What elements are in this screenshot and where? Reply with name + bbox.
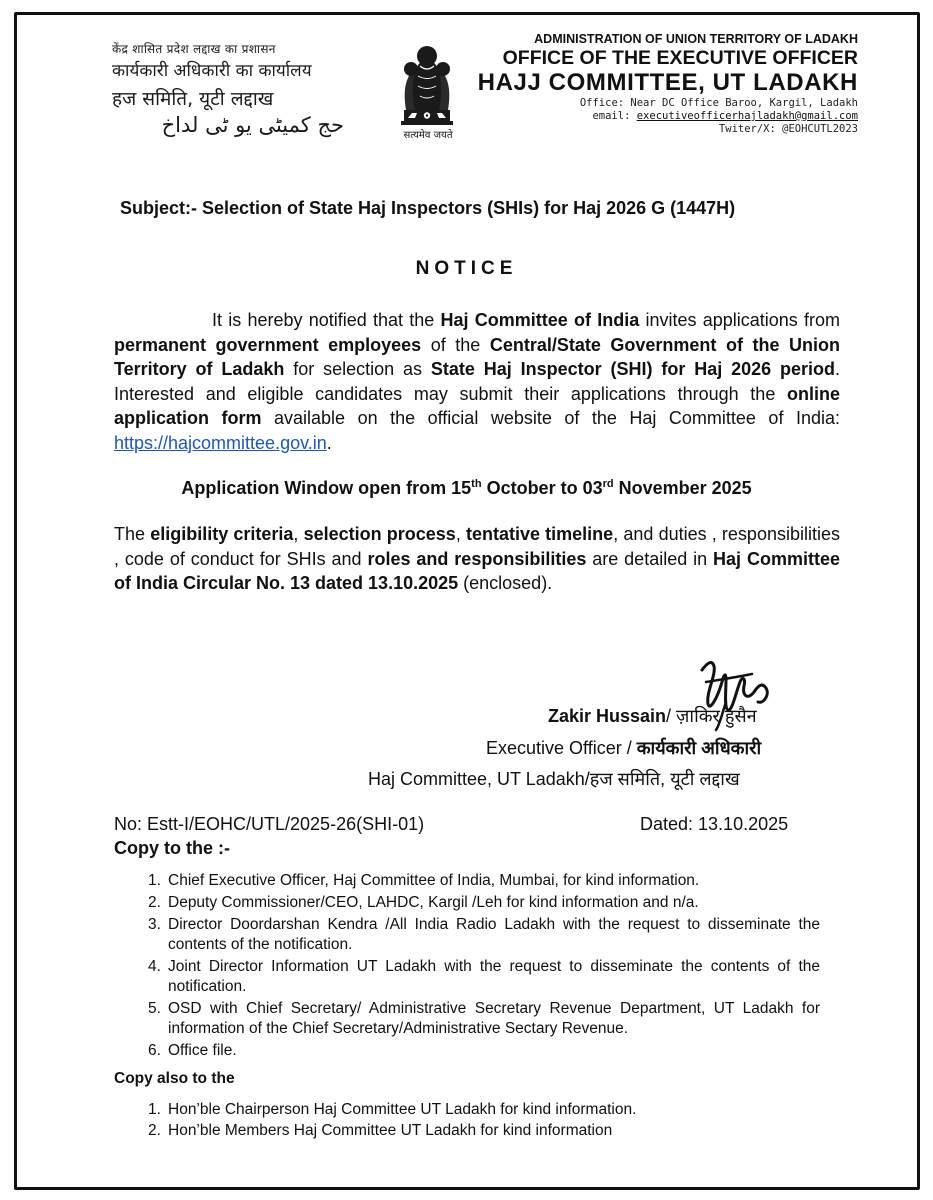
para1-bold: Haj Committee of India [440,310,640,330]
notice-title: NOTICE [415,258,518,279]
header-office-line: OFFICE OF THE EXECUTIVE OFFICER [502,47,858,69]
para1-bold: State Haj Inspector (SHI) for Haj 2026 period [430,359,835,379]
list-item [148,1099,820,1120]
window-prefix: Application Window open from 15 [181,478,472,498]
header-twitter: Twiter/X: @EOHCUTL2023 [718,123,858,135]
para2-bold: roles and responsibilities [367,548,587,569]
para2-bold: eligibility criteria [150,524,294,544]
list-item-text: OSD with Chief Secretary/ Administrative Secretary Revenue Department, UT Ladakh for information of the Chief Secretary/Administrative Sectary Revenue. [168,1000,820,1037]
signatory-name-en: Zakir Hussain [548,706,667,726]
list-item-text: Office file. [168,1042,237,1059]
list-item-text: Chief Executive Officer, Haj Committee of India, Mumbai, for kind information. [168,872,700,889]
list-item-number: 4. [148,958,161,975]
list-item-text: Deputy Commissioner/CEO, LAHDC, Kargil /Leh for kind information and n/a. [168,894,699,911]
notice-paragraph-1 [114,308,840,455]
list-item-text: Joint Director Information UT Ladakh with the request to disseminate the contents of the notification. [168,958,820,995]
signatory-name-hi: / ज़ाकिर हुसैन [666,706,757,726]
para1-text: . [326,432,332,453]
list-item-number: 2. [148,1122,161,1139]
header-left-block [112,40,374,137]
header-left-line3: हज समिति, यूटी लद्दाख [112,88,274,110]
para1-text: . Interested and eligible candidates may submit their applications through the [114,359,840,404]
para2-text: (enclosed). [458,573,553,593]
para2-text: , [293,524,304,544]
para2-text: are detailed in [586,548,714,569]
haj-committee-website-link[interactable]: https://hajcommittee.gov.in [114,432,327,453]
para1-bold: Central/State Government of the Union Territory of Ladakh [114,334,841,379]
header-left-line1: केंद्र शासित प्रदेश लद्दाख का प्रशासन [112,42,276,56]
reference-date: Dated: 13.10.2025 [640,814,789,834]
window-suffix: November 2025 [613,478,752,498]
para2-bold: tentative timeline [465,524,614,544]
list-item-number: 5. [148,1000,161,1017]
list-item [148,915,820,955]
header-left-urdu: حج کمیٹی یو ٹی لداخ [161,113,344,137]
emblem-motto: सत्यमेव जयते [403,130,453,141]
list-item [148,1041,820,1061]
para1-text: available on the official website of the Haj Committee of India: [261,408,840,428]
list-item [148,999,820,1039]
list-item [148,871,820,891]
header-left-line2: कार्यकारी अधिकारी का कार्यालय [112,61,312,81]
header-admin-line: ADMINISTRATION OF UNION TERRITORY OF LADAKH [534,32,858,46]
signatory-name [548,704,757,728]
copy-also-list [148,1099,820,1141]
reference-number: No: Estt-I/EOHC/UTL/2025-26(SHI-01) [114,814,425,834]
copy-to-list [148,871,820,1063]
list-item-number: 1. [148,1101,161,1118]
list-item [148,893,820,913]
list-item [148,957,820,997]
para1-text: invites applications from [639,310,840,330]
list-item-number: 3. [148,916,161,933]
list-item [148,1120,820,1141]
para2-bold: Haj Committee of India Circular No. 13 dated 13.10.2025 [114,548,840,593]
signatory-role [486,736,761,760]
header-office-address: Office: Near DC Office Baroo, Kargil, Ladakh [579,97,858,109]
application-window [0,478,933,499]
copy-to-heading: Copy to the :- [114,838,230,858]
para1-text: of the [421,334,490,355]
copy-also-heading: Copy also to the [114,1070,235,1087]
signatory-role-hi: कार्यकारी अधिकारी [636,738,762,758]
header-committee-line: HAJJ COMMITTEE, UT LADAKH [477,69,858,96]
header-right-block [474,32,858,136]
signatory-role-en: Executive Officer / [486,738,637,758]
subject-line: Subject:- Selection of State Haj Inspectors (SHIs) for Haj 2026 G (1447H) [120,198,736,218]
list-item-number: 1. [148,872,161,889]
para1-text: It is hereby notified that the [212,310,441,330]
list-item-text: Director Doordarshan Kendra /All India Radio Ladakh with the request to disseminate the contents of the notification. [168,916,820,953]
para2-bold: selection process [303,524,456,544]
email-label: email: [592,110,631,122]
para2-text: , and duties , responsibilities , code of conduct for SHIs and [114,524,840,569]
para1-bold: permanent government employees [114,334,422,355]
list-item-text: Hon’ble Chairperson Haj Committee UT Ladakh for kind information. [168,1101,637,1118]
notice-paragraph-2 [114,522,840,596]
list-item-number: 2. [148,894,161,911]
para1-text: for selection as [284,359,431,379]
header-email-line [474,110,858,123]
para2-text: , [455,524,466,544]
window-middle: October to 03 [481,478,603,498]
email-link[interactable]: executiveofficerhajladakh@gmail.com [636,110,858,122]
para1-bold: online application form [114,383,840,428]
signatory-office: Haj Committee, UT Ladakh/हज समिति, यूटी लद्दाख [368,769,740,789]
window-sup2: rd [602,478,614,490]
list-item-number: 6. [148,1042,161,1059]
list-item-text: Hon’ble Members Haj Committee UT Ladakh for kind information [168,1122,613,1139]
para2-text: The [114,524,151,544]
window-sup1: th [471,478,482,490]
